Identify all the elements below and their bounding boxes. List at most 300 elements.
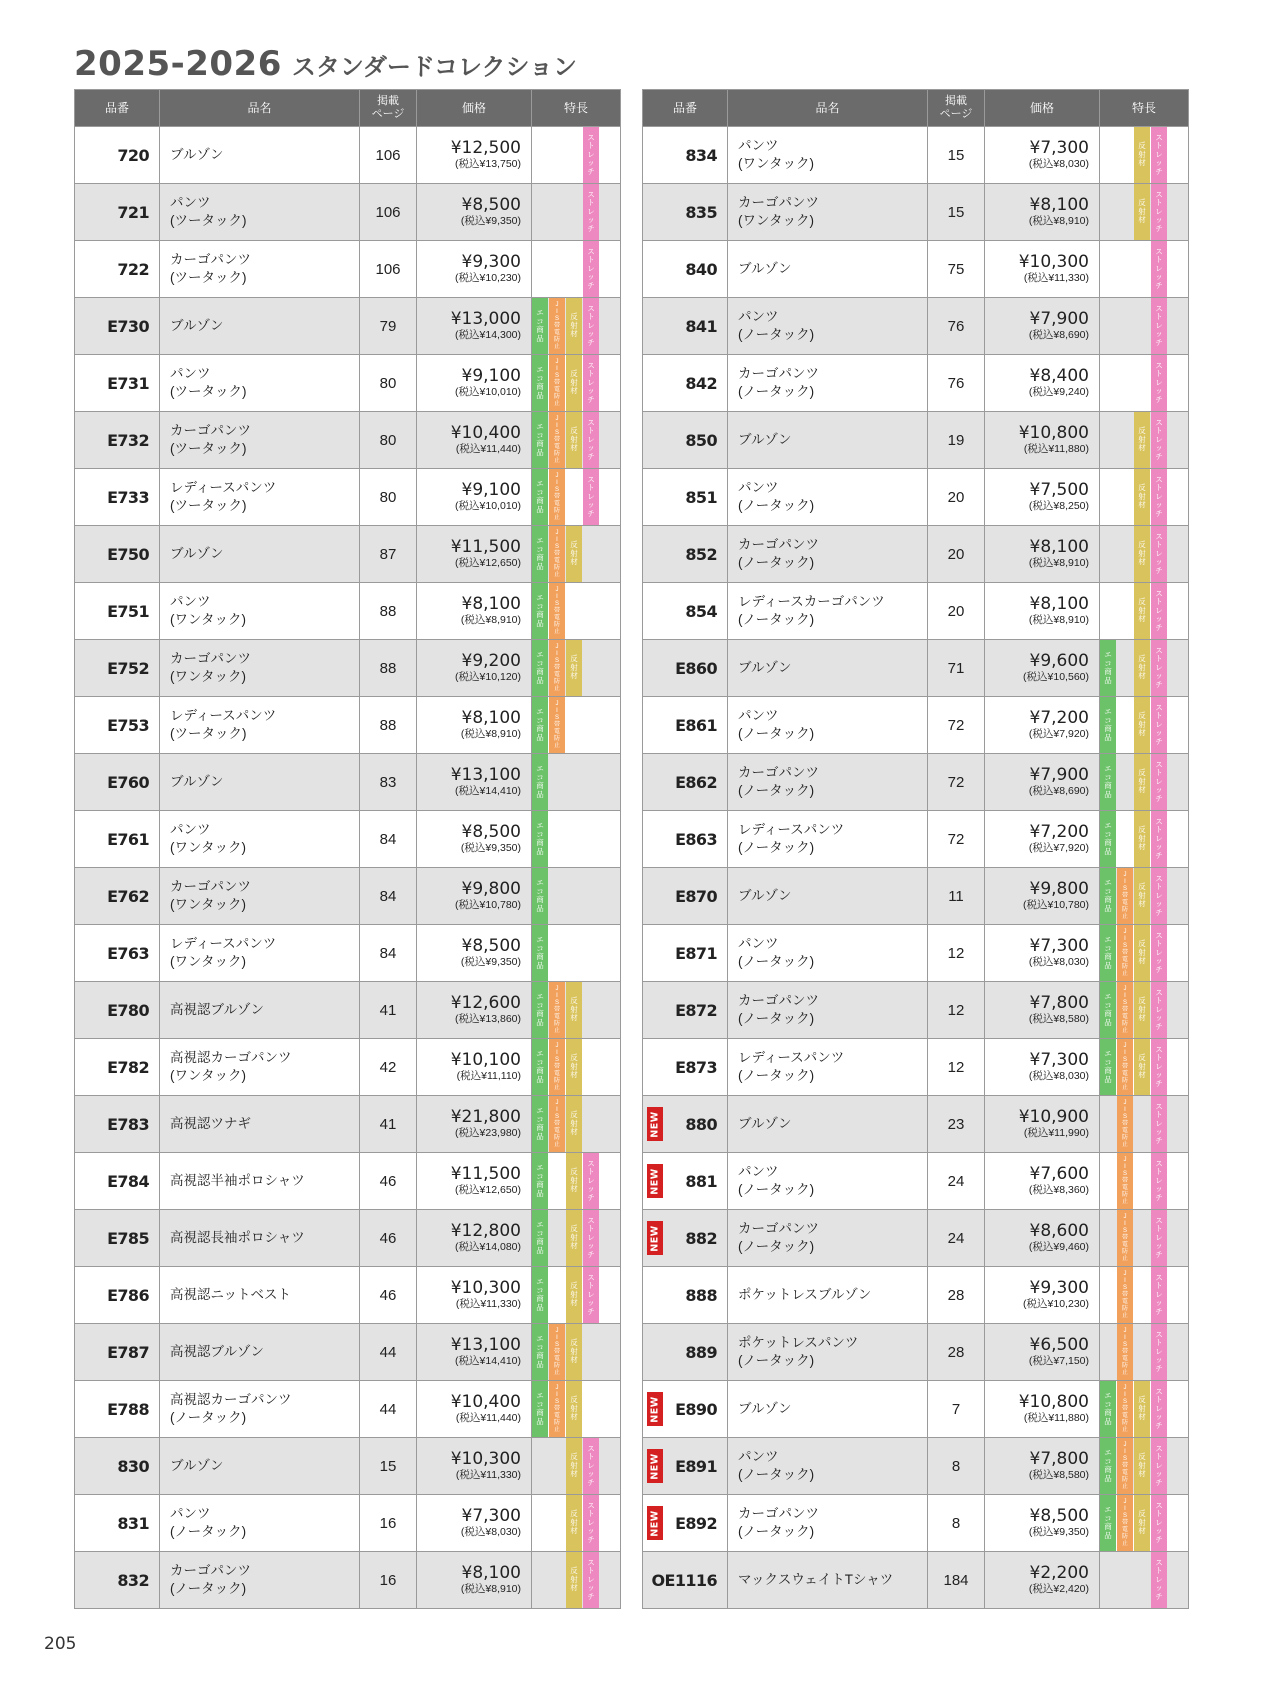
- product-name-cell: [728, 127, 928, 184]
- catalog-page: 8: [951, 1514, 961, 1532]
- price: ¥9,100: [461, 366, 521, 386]
- feature-badge-str: ス ト レ ッ チ: [1151, 127, 1167, 183]
- price-tax-included: (税込¥11,440): [455, 443, 521, 455]
- price-cell: [985, 1153, 1100, 1210]
- catalog-page-cell: [360, 811, 417, 868]
- table-row: [75, 1438, 621, 1495]
- feature-badge-jis: J I S 帯 電 防 止: [1117, 1324, 1133, 1380]
- price-cell: [985, 127, 1100, 184]
- product-code: 722: [117, 259, 149, 279]
- product-code: E780: [107, 1000, 149, 1020]
- product-name-line: (ツータック): [170, 498, 247, 513]
- price: ¥10,300: [1018, 252, 1089, 272]
- new-badge-label: NEW: [649, 1452, 661, 1480]
- feature-badge-jis: J I S 帯 電 防 止: [549, 1096, 565, 1152]
- product-name-cell: [160, 1210, 360, 1267]
- feature-badge-str: ス ト レ ッ チ: [583, 1210, 599, 1266]
- product-code-cell: [643, 1210, 728, 1267]
- price-tax-included: (税込¥9,240): [1028, 386, 1089, 398]
- feature-badge-eco: エ コ 商 品: [532, 1324, 548, 1380]
- feature-badge-ref: 反 射 材: [566, 355, 582, 411]
- product-code-cell: [75, 184, 160, 241]
- product-code: 850: [685, 430, 717, 450]
- product-code: 882: [685, 1228, 717, 1248]
- price-tax-included: (税込¥10,230): [455, 272, 521, 284]
- product-name-line: (ノータック): [738, 384, 815, 399]
- features-cell: [1100, 640, 1189, 697]
- header-name: 品名: [160, 90, 360, 127]
- table-row: [643, 1438, 1189, 1495]
- product-code: E782: [107, 1057, 149, 1077]
- feature-badge-str: ス ト レ ッ チ: [583, 298, 599, 354]
- feature-badge-ref: 反 射 材: [566, 1495, 582, 1551]
- product-code-cell: [643, 1381, 728, 1438]
- table-row: [643, 469, 1189, 526]
- product-name-line: カーゴパンツ: [738, 537, 819, 552]
- features-cell: [1100, 526, 1189, 583]
- price-tax-included: (税込¥8,030): [460, 1526, 521, 1538]
- product-name-line: カーゴパンツ: [170, 651, 251, 666]
- table-row: [643, 640, 1189, 697]
- price: ¥8,500: [461, 936, 521, 956]
- table-row: [643, 1210, 1189, 1267]
- features-cell: [532, 697, 621, 754]
- feature-badge-ref: 反 射 材: [1134, 1495, 1150, 1551]
- price-cell: [985, 1552, 1100, 1609]
- product-code-cell: [643, 754, 728, 811]
- feature-badge-str: ス ト レ ッ チ: [1151, 982, 1167, 1038]
- feature-badge-eco: エ コ 商 品: [532, 697, 548, 753]
- product-name-cell: [728, 355, 928, 412]
- product-code: E862: [675, 772, 717, 792]
- catalog-page-cell: [360, 1210, 417, 1267]
- feature-badge-str: ス ト レ ッ チ: [1151, 469, 1167, 525]
- feature-badge-jis: J I S 帯 電 防 止: [549, 583, 565, 639]
- product-name-line: (ノータック): [738, 1353, 815, 1368]
- price: ¥7,200: [1029, 822, 1089, 842]
- table-row: [75, 1096, 621, 1153]
- features-cell: [1100, 1438, 1189, 1495]
- price-tax-included: (税込¥11,110): [456, 1070, 521, 1082]
- price-cell: [985, 868, 1100, 925]
- feature-badge-jis: J I S 帯 電 防 止: [549, 1381, 565, 1437]
- table-row: [75, 526, 621, 583]
- product-code: 831: [117, 1513, 149, 1533]
- feature-badge-jis: J I S 帯 電 防 止: [549, 412, 565, 468]
- product-code-cell: [75, 811, 160, 868]
- price-tax-included: (税込¥11,990): [1023, 1127, 1089, 1139]
- feature-badge-ref: 反 射 材: [1134, 1039, 1150, 1095]
- price-cell: [417, 811, 532, 868]
- features-cell: [532, 1438, 621, 1495]
- table-row: [75, 1210, 621, 1267]
- price-cell: [985, 1267, 1100, 1324]
- features-cell: [1100, 697, 1189, 754]
- feature-badge-str: ス ト レ ッ チ: [1151, 1324, 1167, 1380]
- product-name-line: パンツ: [738, 708, 779, 723]
- product-code-cell: [75, 298, 160, 355]
- price-tax-included: (税込¥11,330): [455, 1469, 521, 1481]
- catalog-page-cell: [928, 868, 985, 925]
- product-code-cell: [643, 526, 728, 583]
- product-name-line: 高視認ニットベスト: [170, 1287, 291, 1302]
- catalog-page: 15: [947, 203, 965, 221]
- table-row: [643, 925, 1189, 982]
- catalog-page-cell: [928, 1552, 985, 1609]
- price: ¥8,100: [461, 1563, 521, 1583]
- price: ¥12,500: [450, 138, 521, 158]
- price: ¥13,000: [450, 309, 521, 329]
- price-cell: [417, 1210, 532, 1267]
- price-cell: [417, 184, 532, 241]
- product-table-right: [642, 89, 1189, 1609]
- features-cell: [1100, 184, 1189, 241]
- feature-badge-str: ス ト レ ッ チ: [1151, 868, 1167, 924]
- catalog-page-cell: [360, 1381, 417, 1438]
- product-name-line: パンツ: [738, 309, 779, 324]
- feature-badge-eco: エ コ 商 品: [532, 526, 548, 582]
- product-name-line: ブルゾン: [170, 318, 224, 333]
- product-name-line: ブルゾン: [170, 546, 224, 561]
- header-page-line1: 掲載: [377, 95, 399, 107]
- catalog-page: 76: [947, 317, 965, 335]
- catalog-page: 16: [379, 1514, 397, 1532]
- product-name-line: レディースパンツ: [170, 480, 277, 495]
- catalog-page: 15: [379, 1457, 397, 1475]
- catalog-page-cell: [928, 982, 985, 1039]
- catalog-page: 72: [947, 830, 965, 848]
- product-name-line: マックスウェイトTシャツ: [738, 1572, 894, 1587]
- product-name-cell: [160, 355, 360, 412]
- feature-badge-str: ス ト レ ッ チ: [1151, 241, 1167, 297]
- price: ¥21,800: [450, 1107, 521, 1127]
- product-code-cell: [75, 1267, 160, 1324]
- features-cell: [532, 583, 621, 640]
- features-cell: [1100, 127, 1189, 184]
- feature-badge-jis: J I S 帯 電 防 止: [549, 640, 565, 696]
- catalog-page-cell: [928, 1153, 985, 1210]
- catalog-page: 88: [379, 602, 397, 620]
- price: ¥10,800: [1018, 423, 1089, 443]
- table-row: [75, 583, 621, 640]
- feature-badge-ref: 反 射 材: [566, 640, 582, 696]
- catalog-page-cell: [928, 1438, 985, 1495]
- feature-badge-str: ス ト レ ッ チ: [1151, 1381, 1167, 1437]
- price-cell: [417, 1324, 532, 1381]
- product-name-line: カーゴパンツ: [738, 993, 819, 1008]
- features-cell: [1100, 583, 1189, 640]
- product-code: 834: [685, 145, 717, 165]
- product-name-line: (ノータック): [170, 1410, 247, 1425]
- product-code-cell: [643, 925, 728, 982]
- feature-badge-eco: エ コ 商 品: [532, 868, 548, 924]
- table-row: [75, 1039, 621, 1096]
- feature-badge-ref: 反 射 材: [1134, 412, 1150, 468]
- table-row: [643, 1039, 1189, 1096]
- product-code: E861: [675, 715, 717, 735]
- feature-badge-eco: エ コ 商 品: [532, 640, 548, 696]
- product-name-line: (ノータック): [738, 1182, 815, 1197]
- catalog-page: 75: [947, 260, 965, 278]
- price-cell: [417, 583, 532, 640]
- catalog-page: 76: [947, 374, 965, 392]
- new-badge: [647, 1164, 663, 1198]
- catalog-page-cell: [360, 982, 417, 1039]
- product-name-line: カーゴパンツ: [738, 765, 819, 780]
- price: ¥8,100: [1029, 594, 1089, 614]
- product-name-line: 高視認カーゴパンツ: [170, 1050, 292, 1065]
- price: ¥8,100: [461, 594, 521, 614]
- table-row: [75, 925, 621, 982]
- features-cell: [1100, 1552, 1189, 1609]
- feature-badge-str: ス ト レ ッ チ: [583, 1552, 599, 1608]
- product-name-line: ブルゾン: [738, 432, 792, 447]
- product-code-cell: [75, 469, 160, 526]
- product-name-line: パンツ: [738, 1449, 779, 1464]
- product-name-line: (ワンタック): [738, 213, 814, 228]
- price-tax-included: (税込¥8,910): [460, 614, 521, 626]
- price: ¥7,300: [1029, 1050, 1089, 1070]
- catalog-page: 24: [947, 1229, 965, 1247]
- table-row: [643, 184, 1189, 241]
- header-page-line2: ページ: [939, 108, 973, 120]
- product-name-cell: [728, 868, 928, 925]
- price-cell: [417, 1438, 532, 1495]
- header-code: 品番: [643, 90, 728, 127]
- table-row: [643, 1381, 1189, 1438]
- product-name-line: (ツータック): [170, 441, 247, 456]
- catalog-page: 87: [379, 545, 397, 563]
- feature-badge-ref: 反 射 材: [566, 1153, 582, 1209]
- table-row: [75, 469, 621, 526]
- product-name-line: パンツ: [738, 936, 779, 951]
- product-code-cell: [643, 355, 728, 412]
- feature-badge-jis: J I S 帯 電 防 止: [549, 1324, 565, 1380]
- features-cell: [1100, 1381, 1189, 1438]
- catalog-page: 12: [947, 1058, 965, 1076]
- product-name-line: ブルゾン: [170, 774, 224, 789]
- features-cell: [532, 1381, 621, 1438]
- catalog-page-cell: [360, 1552, 417, 1609]
- price-tax-included: (税込¥11,880): [1023, 443, 1089, 455]
- product-name-line: (ツータック): [170, 726, 247, 741]
- feature-badge-str: ス ト レ ッ チ: [583, 355, 599, 411]
- catalog-page-cell: [928, 754, 985, 811]
- product-name-cell: [728, 1324, 928, 1381]
- features-cell: [1100, 982, 1189, 1039]
- product-name-line: レディースパンツ: [738, 822, 845, 837]
- product-name-cell: [160, 1552, 360, 1609]
- table-row: [643, 754, 1189, 811]
- product-code-cell: [643, 811, 728, 868]
- feature-badge-ref: 反 射 材: [566, 1324, 582, 1380]
- product-name-line: (ノータック): [170, 1581, 247, 1596]
- product-name-cell: [728, 1495, 928, 1552]
- product-name-cell: [728, 526, 928, 583]
- price: ¥7,200: [1029, 708, 1089, 728]
- price: ¥12,800: [450, 1221, 521, 1241]
- catalog-page: 106: [375, 203, 401, 221]
- catalog-page: 20: [947, 488, 965, 506]
- feature-badge-eco: エ コ 商 品: [532, 412, 548, 468]
- product-name-line: (ワンタック): [170, 669, 246, 684]
- product-name-line: (ノータック): [738, 1524, 815, 1539]
- catalog-page-cell: [360, 1438, 417, 1495]
- features-cell: [532, 355, 621, 412]
- catalog-page-cell: [928, 526, 985, 583]
- feature-badge-eco: エ コ 商 品: [532, 925, 548, 981]
- feature-badge-str: ス ト レ ッ チ: [1151, 811, 1167, 867]
- catalog-page-cell: [360, 1153, 417, 1210]
- product-code-cell: [75, 1153, 160, 1210]
- price-cell: [417, 1552, 532, 1609]
- product-code: E730: [107, 316, 149, 336]
- feature-badge-ref: 反 射 材: [566, 298, 582, 354]
- feature-badge-jis: J I S 帯 電 防 止: [549, 697, 565, 753]
- catalog-page-cell: [360, 868, 417, 925]
- feature-badge-eco: エ コ 商 品: [532, 298, 548, 354]
- catalog-page-cell: [360, 184, 417, 241]
- feature-badge-ref: 反 射 材: [566, 412, 582, 468]
- price-cell: [985, 1438, 1100, 1495]
- feature-badge-eco: エ コ 商 品: [1100, 811, 1116, 867]
- product-name-cell: [728, 241, 928, 298]
- feature-badge-ref: 反 射 材: [1134, 925, 1150, 981]
- product-code: E752: [107, 658, 149, 678]
- catalog-page: 72: [947, 773, 965, 791]
- product-name-line: カーゴパンツ: [170, 879, 251, 894]
- product-code: 880: [685, 1114, 717, 1134]
- table-row: [75, 1495, 621, 1552]
- feature-badge-str: ス ト レ ッ チ: [583, 1267, 599, 1323]
- product-code-cell: [75, 1381, 160, 1438]
- product-name-line: (ノータック): [738, 498, 815, 513]
- feature-badge-eco: エ コ 商 品: [532, 1267, 548, 1323]
- feature-badge-ref: 反 射 材: [1134, 184, 1150, 240]
- product-name-cell: [728, 811, 928, 868]
- feature-badge-eco: エ コ 商 品: [532, 1096, 548, 1152]
- table-header-row: [75, 90, 621, 127]
- product-code: 888: [685, 1285, 717, 1305]
- product-code: 851: [685, 487, 717, 507]
- catalog-page-cell: [360, 241, 417, 298]
- product-code-cell: [643, 982, 728, 1039]
- price-cell: [417, 640, 532, 697]
- catalog-page: 84: [379, 944, 397, 962]
- product-name-line: (ノータック): [738, 1011, 815, 1026]
- features-cell: [532, 754, 621, 811]
- product-code: E863: [675, 829, 717, 849]
- product-name-line: (ノータック): [738, 954, 815, 969]
- product-name-cell: [728, 469, 928, 526]
- feature-badge-eco: エ コ 商 品: [532, 1039, 548, 1095]
- product-code-cell: [75, 982, 160, 1039]
- header-page: [928, 90, 985, 127]
- price-cell: [417, 469, 532, 526]
- catalog-page-cell: [360, 412, 417, 469]
- product-code: E860: [675, 658, 717, 678]
- price-cell: [417, 1381, 532, 1438]
- table-row: [643, 241, 1189, 298]
- product-name-cell: [160, 697, 360, 754]
- price-cell: [417, 697, 532, 754]
- price-tax-included: (税込¥8,030): [1028, 1070, 1089, 1082]
- product-code: E785: [107, 1228, 149, 1248]
- product-name-cell: [728, 298, 928, 355]
- catalog-page: 88: [379, 716, 397, 734]
- price: ¥9,300: [461, 252, 521, 272]
- feature-badge-jis: J I S 帯 電 防 止: [1117, 1096, 1133, 1152]
- product-code-cell: [75, 1438, 160, 1495]
- feature-badge-ref: 反 射 材: [566, 1552, 582, 1608]
- feature-badge-jis: J I S 帯 電 防 止: [1117, 1153, 1133, 1209]
- catalog-page-cell: [360, 583, 417, 640]
- feature-badge-str: ス ト レ ッ チ: [583, 469, 599, 525]
- catalog-page-cell: [928, 583, 985, 640]
- price-cell: [985, 925, 1100, 982]
- price-cell: [417, 1096, 532, 1153]
- price: ¥7,300: [1029, 936, 1089, 956]
- product-name-cell: [728, 583, 928, 640]
- price-cell: [417, 868, 532, 925]
- price: ¥10,100: [450, 1050, 521, 1070]
- product-name-cell: [728, 412, 928, 469]
- product-name-cell: [728, 1039, 928, 1096]
- product-code: E761: [107, 829, 149, 849]
- product-code-cell: [643, 868, 728, 925]
- product-name-line: (ノータック): [738, 783, 815, 798]
- product-code: 854: [685, 601, 717, 621]
- new-badge: [647, 1392, 663, 1426]
- features-cell: [532, 298, 621, 355]
- product-code-cell: [643, 127, 728, 184]
- price-cell: [417, 526, 532, 583]
- product-code-cell: [75, 697, 160, 754]
- features-cell: [1100, 1495, 1189, 1552]
- feature-badge-ref: 反 射 材: [1134, 583, 1150, 639]
- price-cell: [985, 412, 1100, 469]
- feature-badge-eco: エ コ 商 品: [532, 469, 548, 525]
- catalog-page: 8: [951, 1457, 961, 1475]
- product-name-cell: [160, 754, 360, 811]
- product-name-line: (ノータック): [738, 327, 815, 342]
- header-name: 品名: [728, 90, 928, 127]
- product-code: E872: [675, 1000, 717, 1020]
- table-row: [643, 697, 1189, 754]
- table-body-left: [75, 127, 621, 1609]
- price: ¥7,900: [1029, 765, 1089, 785]
- features-cell: [1100, 1096, 1189, 1153]
- product-code-cell: [643, 298, 728, 355]
- product-name-line: カーゴパンツ: [170, 1563, 251, 1578]
- header-price: 価格: [985, 90, 1100, 127]
- product-code: 830: [117, 1456, 149, 1476]
- price: ¥7,300: [1029, 138, 1089, 158]
- product-code-cell: [75, 1324, 160, 1381]
- feature-badge-str: ス ト レ ッ チ: [1151, 1210, 1167, 1266]
- product-name-line: ポケットレスパンツ: [738, 1335, 859, 1350]
- product-name-cell: [160, 1381, 360, 1438]
- feature-badge-ref: 反 射 材: [566, 1039, 582, 1095]
- product-name-line: ブルゾン: [738, 261, 792, 276]
- price: ¥7,600: [1029, 1164, 1089, 1184]
- feature-badge-ref: 反 射 材: [566, 1438, 582, 1494]
- feature-badge-eco: エ コ 商 品: [1100, 754, 1116, 810]
- feature-badge-eco: エ コ 商 品: [532, 1210, 548, 1266]
- product-name-line: (ワンタック): [170, 1068, 246, 1083]
- product-name-line: (ノータック): [170, 1524, 247, 1539]
- price: ¥2,200: [1029, 1563, 1089, 1583]
